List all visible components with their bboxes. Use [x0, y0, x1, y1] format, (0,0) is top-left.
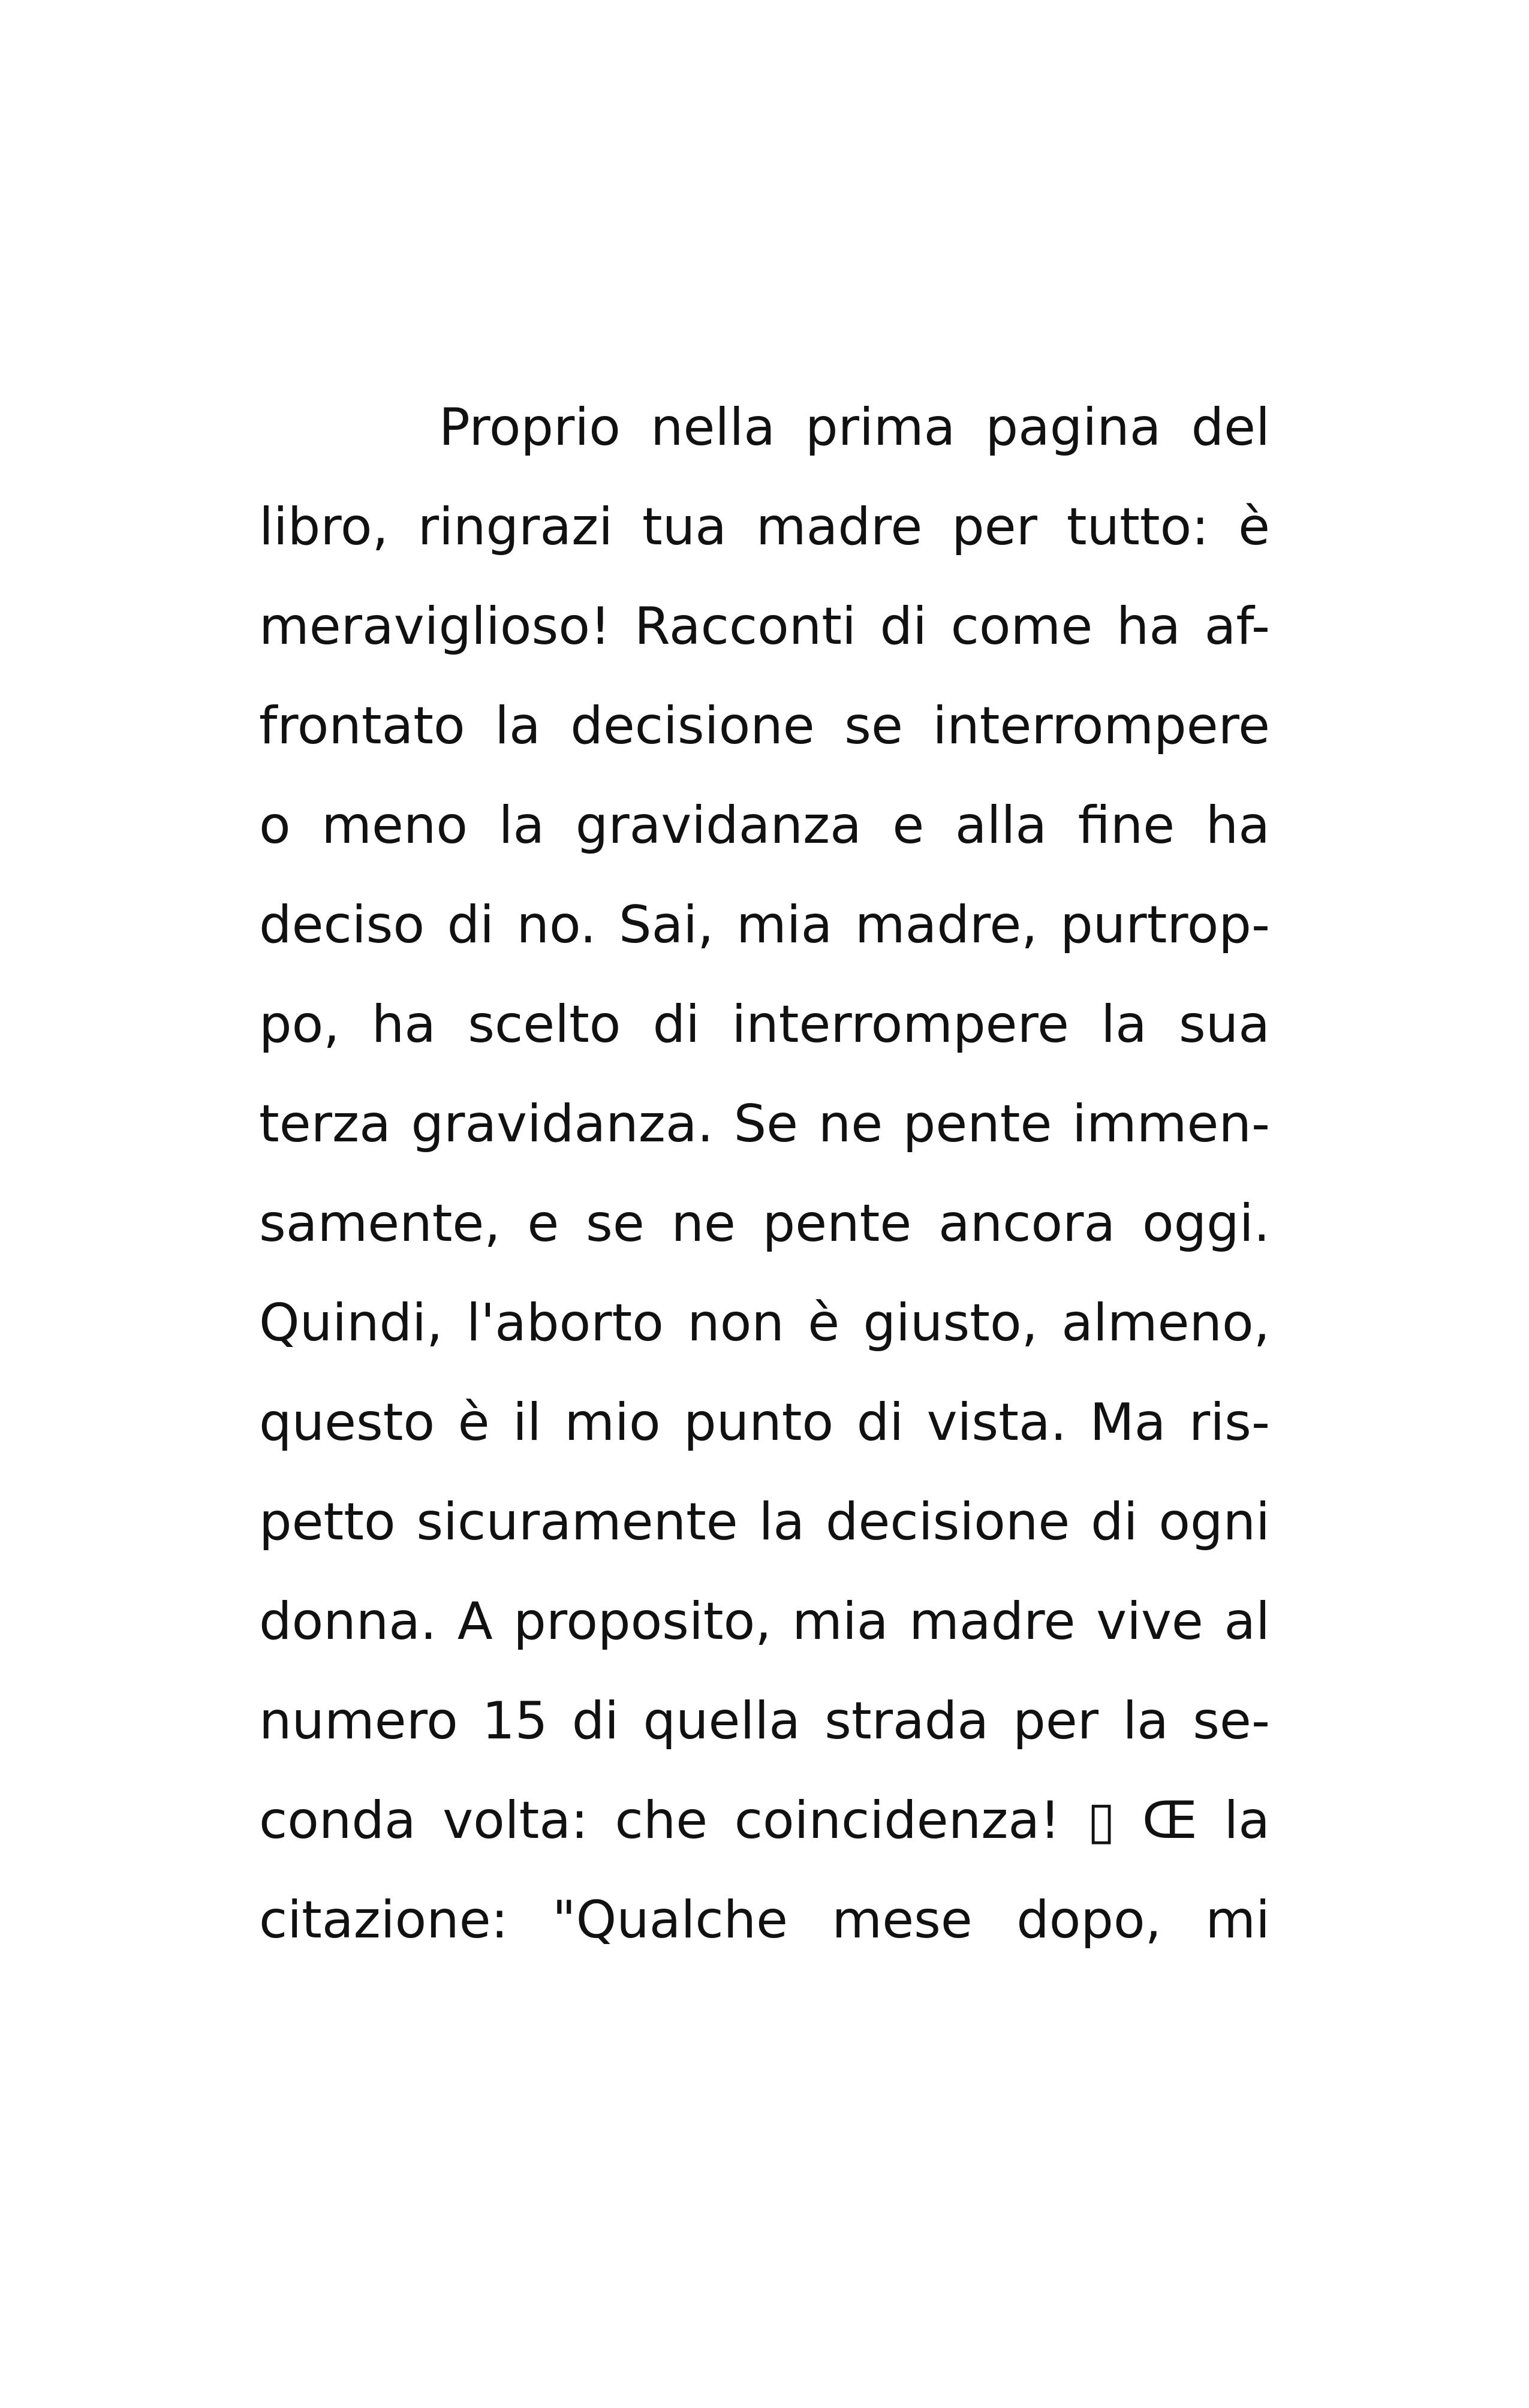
- text-line: citazione: "Qualche mese dopo, mi: [259, 1890, 1270, 1950]
- text-line: deciso di no. Sai, mia madre, purtrop-: [259, 895, 1270, 955]
- text-line: meraviglioso! Racconti di come ha af-: [259, 596, 1270, 656]
- text-line: donna. A proposito, mia madre vive al: [259, 1592, 1270, 1651]
- text-line: po, ha scelto di interrompere la sua: [259, 994, 1270, 1054]
- text-line: conda volta: che coincidenza! ▯ Œ la: [259, 1791, 1270, 1851]
- text-line: samente, e se ne pente ancora oggi.: [259, 1194, 1270, 1253]
- text-line: questo è il mio punto di vista. Ma ris-: [259, 1393, 1270, 1452]
- text-line: Proprio nella prima pagina del: [439, 397, 1270, 457]
- body-paragraph: [259, 378, 1270, 1970]
- text-line: frontato la decisione se interrompere: [259, 696, 1270, 756]
- text-line: Quindi, l'aborto non è giusto, almeno,: [259, 1293, 1270, 1353]
- text-line: libro, ringrazi tua madre per tutto: è: [259, 497, 1270, 557]
- text-line: o meno la gravidanza e alla fine ha: [259, 795, 1270, 855]
- text-line: terza gravidanza. Se ne pente immen-: [259, 1094, 1270, 1154]
- text-line: numero 15 di quella strada per la se-: [259, 1691, 1270, 1751]
- text-line: petto sicuramente la decisione di ogni: [259, 1492, 1270, 1552]
